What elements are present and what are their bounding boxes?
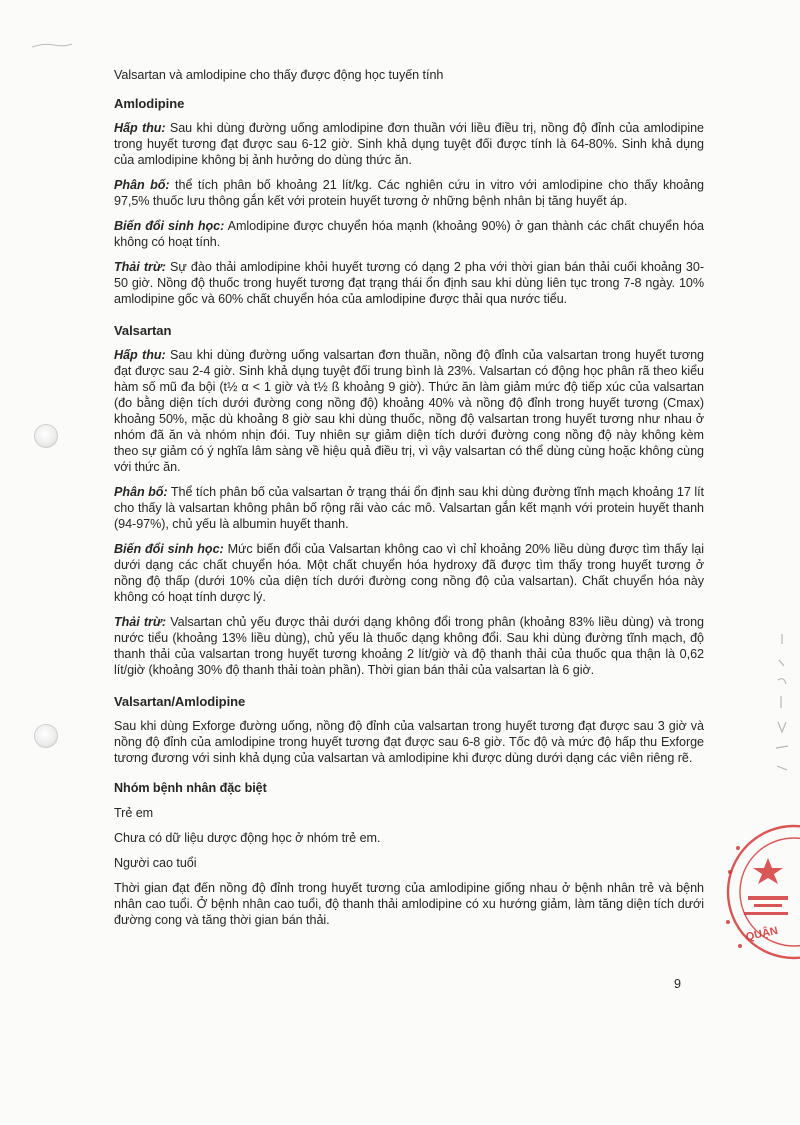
term-label: Thải trừ: [114, 260, 166, 274]
paragraph-text: Sự đào thải amlodipine khỏi huyết tương có dạng 2 pha với thời gian bán thải cuối khoảng 30-50 giờ. Nồng độ thuốc trong huyết tương đạt trạng thái ổn định sau khi dùng liên tục trong 7-8 ngày. 10% amlodipine gốc và 60% chất chuyển hóa của amlodipine được thải qua nước tiểu. [114, 260, 704, 306]
document-body [114, 67, 704, 937]
subheading-elderly: Người cao tuổi [114, 856, 197, 870]
scan-corner-mark [28, 38, 76, 52]
children-text: Chưa có dữ liệu dược động học ở nhóm trẻ em. [114, 831, 381, 845]
amlodipine-elimination [114, 259, 704, 307]
amlodipine-distribution [114, 177, 704, 209]
intro-line: Valsartan và amlodipine cho thấy được động học tuyến tính [114, 68, 444, 82]
punch-hole-top [34, 424, 58, 448]
margin-ink-marks [770, 630, 794, 780]
valsartan-biotransformation [114, 541, 704, 605]
term-label: Phân bố: [114, 178, 170, 192]
paragraph-text: Mức biến đổi của Valsartan không cao vì chỉ khoảng 20% liều dùng được tìm thấy lại dưới dạng các chất chuyển hóa. Một chất chuyển hóa hydroxy đã được tìm thấy trong huyết tương ở nồng độ thấp (dưới 10% của diện tích dưới đường cong nồng độ của valsartan). Chất chuyển hóa này không có hoạt tính dược lý. [114, 542, 704, 604]
page-number: 9 [674, 977, 682, 991]
term-label: Phân bố: [114, 485, 168, 499]
stamp-text: QUẬN [744, 924, 779, 944]
official-seal-stamp [718, 812, 800, 972]
combination-text: Sau khi dùng Exforge đường uống, nồng độ đỉnh của valsartan trong huyết tương đạt được sau 3 giờ và nồng độ đỉnh của amlodipine trong huyết tương đạt được sau 6-8 giờ. Tốc độ và mức độ hấp thu Exforge tương đương với sinh khả dụng của valsartan và amlodipine khi được dùng dưới dạng các viên riêng rẽ. [114, 719, 704, 765]
valsartan-elimination [114, 614, 704, 678]
paragraph-text: thể tích phân bố khoảng 21 lít/kg. Các nghiên cứu in vitro với amlodipine cho thấy khoảng 97,5% thuốc lưu thông gắn kết với protein huyết tương ở những bệnh nhân bị tăng huyết áp. [114, 178, 704, 208]
term-label: Biến đổi sinh học: [114, 219, 225, 233]
paragraph-text: Thể tích phân bố của valsartan ở trạng thái ổn định sau khi dùng đường tĩnh mạch khoảng 17 lít cho thấy là valsartan không phân bố rộng rãi vào các mô. Valsartan gắn kết mạnh với protein huyết thanh (94-97%), chủ yếu là albumin huyết thanh. [114, 485, 704, 531]
paragraph-text: Valsartan chủ yếu được thải dưới dạng không đổi trong phân (khoảng 83% liều dùng) và trong nước tiểu (khoảng 13% liều dùng), chủ yếu là thuốc dạng không đổi. Sau khi dùng đường tĩnh mạch, độ thanh thải của valsartan trong huyết tương khoảng 2 lít/giờ và độ thanh thải của thuốc qua thận là 0,62 lít/giờ (khoảng 30% độ thanh thải toàn phần). Thời gian bán thải của valsartan là 6 giờ. [114, 615, 704, 677]
section-heading-valsartan: Valsartan [114, 323, 172, 338]
term-label: Hấp thu: [114, 348, 166, 362]
term-label: Biến đổi sinh học: [114, 542, 224, 556]
paragraph-text: Sau khi dùng đường uống valsartan đơn thuần, nồng độ đỉnh của valsartan trong huyết tương đạt được sau 2-4 giờ. Sinh khả dụng tuyệt đối trung bình là 23%. Valsartan có động học phân rã theo kiểu hàm số mũ đa bội (t½ α < 1 giờ và t½ ß khoảng 9 giờ). Thức ăn làm giảm mức độ tiếp xúc của valsartan (đo bằng diện tích dưới đường cong nồng độ) khoảng 40% và nồng độ đỉnh trong huyết tương (Cmax) khoảng 50%, mặc dù khoảng 8 giờ sau khi dùng thuốc, nồng độ valsartan trong huyết tương như nhau ở nhóm đã ăn và nhóm nhịn đói. Tuy nhiên sự giảm diện tích dưới đường cong nồng độ này không kèm theo sự giảm có ý nghĩa lâm sàng về hiệu quả điều trị, vì vậy valsartan có thể dùng cùng hoặc không cùng với thức ăn. [114, 348, 704, 474]
subheading-children: Trẻ em [114, 806, 154, 820]
valsartan-absorption [114, 347, 704, 475]
paragraph-text: Sau khi dùng đường uống amlodipine đơn thuần với liều điều trị, nồng độ đỉnh của amlodipine trong huyết tương đạt được sau 6-12 giờ. Sinh khả dụng tuyệt đối được tính là 64-80%. Sinh khả dụng của amlodipine không bị ảnh hưởng do dùng thức ăn. [114, 121, 704, 167]
amlodipine-absorption [114, 120, 704, 168]
section-heading-combination: Valsartan/Amlodipine [114, 694, 246, 709]
term-label: Thải trừ: [114, 615, 166, 629]
punch-hole-bottom [34, 724, 58, 748]
valsartan-distribution [114, 484, 704, 532]
paragraph-text: Amlodipine được chuyển hóa mạnh (khoảng 90%) ở gan thành các chất chuyển hóa không có hoạt tính. [114, 219, 704, 249]
amlodipine-biotransformation [114, 218, 704, 250]
section-heading-special-populations: Nhóm bệnh nhân đặc biệt [114, 781, 267, 795]
section-heading-amlodipine: Amlodipine [114, 96, 185, 111]
elderly-text: Thời gian đạt đến nồng độ đỉnh trong huyết tương của amlodipine giống nhau ở bệnh nhân trẻ và bệnh nhân cao tuổi. Ở bệnh nhân cao tuổi, độ thanh thải amlodipine có xu hướng giảm, làm tăng diện tích dưới đường cong và tăng thời gian bán thải. [114, 881, 704, 927]
term-label: Hấp thu: [114, 121, 166, 135]
